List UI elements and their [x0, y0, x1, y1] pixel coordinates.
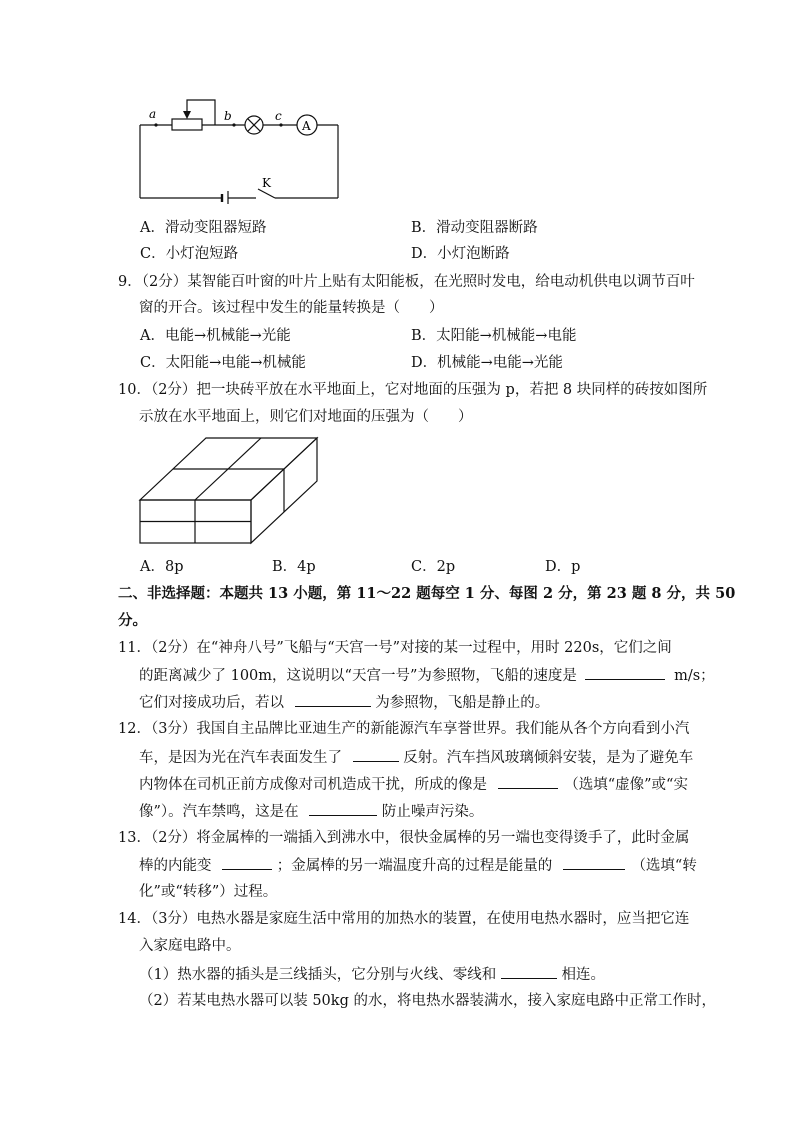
- q10-line1: 10．（2分）把一块砖平放在水平地面上，它对地面的压强为 p，若把 8 块同样的砖按如图所: [118, 382, 708, 398]
- q11-line1: 11．（2分）在“神舟八号”飞船与“天宫一号”对接的某一过程中，用时 220s，它们之间: [118, 640, 672, 656]
- q11-text: 为参照物，飞船是静止的。: [375, 695, 550, 711]
- q9-line2: 窗的开合。该过程中发生的能量转换是（ ）: [139, 300, 444, 316]
- q13-text: （选填“转: [631, 858, 697, 874]
- ammeter-label: A: [302, 119, 311, 133]
- q9-option-a: A．电能→机械能→光能: [140, 328, 291, 344]
- q14-line1: 14．（3分）电热水器是家庭生活中常用的加热水的装置，在使用电热水器时，应当把它连: [118, 911, 690, 927]
- q14-text: （1）热水器的插头是三线插头，它分别与火线、零线和: [139, 967, 497, 983]
- rheostat: [172, 119, 202, 130]
- q12-line4: [139, 801, 483, 822]
- q12-line1: 12．（3分）我国自主品牌比亚迪生产的新能源汽车享誉世界。我们能从各个方向看到小汽: [118, 721, 690, 737]
- q14-sub1: [139, 964, 605, 985]
- q10-option-d: D．p: [545, 559, 581, 575]
- circuit-diagram: [130, 92, 350, 204]
- q13-line3: 化”或“转移”）过程。: [139, 884, 278, 900]
- q13-blank-process[interactable]: [563, 855, 625, 870]
- q12-text: （选填“虚像”或“实: [564, 777, 688, 793]
- q10-option-a: A．8p: [140, 559, 184, 575]
- q11-line3: [139, 692, 549, 713]
- q11-blank-reference[interactable]: [295, 692, 371, 707]
- q11-unit: m/s；: [674, 668, 715, 684]
- switch: [258, 189, 275, 198]
- label-b: b: [224, 109, 232, 123]
- q13-text: ；金属棒的另一端温度升高的过程是能量的: [276, 858, 553, 874]
- section2-heading-line1: 二、非选择题：本题共 13 小题，第 11～22 题每空 1 分、每图 2 分，第 23 题 8 分，共 50: [118, 585, 736, 602]
- q11-text: 它们对接成功后，若以: [139, 695, 284, 711]
- q12-line2: [139, 747, 693, 768]
- q8-option-b: B．滑动变阻器断路: [411, 220, 538, 236]
- q9-line1: 9．（2分）某智能百叶窗的叶片上贴有太阳能板，在光照时发电，给电动机供电以调节百叶: [118, 274, 695, 290]
- q12-text: 车，是因为光在汽车表面发生了: [139, 750, 342, 766]
- q14-sub2: （2）若某电热水器可以装 50kg 的水，将电热水器装满水，接入家庭电路中正常工作时，: [139, 993, 716, 1009]
- q12-line3: [139, 774, 688, 795]
- q9-option-d: D．机械能→电能→光能: [411, 355, 563, 371]
- label-c: c: [275, 109, 282, 123]
- q12-text: 像”）。汽车禁鸣，这是在: [139, 804, 299, 820]
- section2-heading-line2: 分。: [118, 612, 147, 629]
- label-a: a: [149, 107, 157, 121]
- q8-option-a: A．滑动变阻器短路: [140, 220, 267, 236]
- q13-text: 棒的内能变: [139, 858, 212, 874]
- q11-blank-speed[interactable]: [585, 665, 665, 680]
- q12-blank-image[interactable]: [498, 774, 558, 789]
- q13-blank-energy[interactable]: [222, 855, 272, 870]
- q9-option-b: B．太阳能→机械能→电能: [411, 328, 577, 344]
- q12-blank-noise[interactable]: [309, 801, 377, 816]
- q8-option-c: C．小灯泡短路: [140, 246, 239, 262]
- q9-option-c: C．太阳能→电能→机械能: [140, 355, 306, 371]
- q12-text: 防止噪声污染。: [381, 804, 484, 820]
- q8-option-d: D．小灯泡断路: [411, 246, 510, 262]
- q11-text: 的距离减少了 100m，这说明以“天宫一号”为参照物，飞船的速度是: [139, 668, 577, 684]
- q13-line2: [139, 855, 697, 876]
- q10-option-b: B．4p: [272, 559, 316, 575]
- q13-line1: 13．（2分）将金属棒的一端插入到沸水中，很快金属棒的另一端也变得烫手了，此时金属: [118, 830, 690, 846]
- q11-line2: [139, 665, 715, 686]
- brick-stack-diagram: [136, 434, 322, 546]
- q14-line2: 入家庭电路中。: [139, 938, 241, 954]
- q12-blank-reflection[interactable]: [353, 747, 399, 762]
- q14-blank-ground[interactable]: [501, 964, 557, 979]
- q10-line2: 示放在水平地面上，则它们对地面的压强为（ ）: [139, 409, 473, 425]
- q12-text: 反射。汽车挡风玻璃倾斜安装，是为了避免车: [403, 750, 694, 766]
- q14-text: 相连。: [561, 967, 605, 983]
- label-k: K: [262, 176, 271, 190]
- q12-text: 内物体在司机正前方成像对司机造成干扰，所成的像是: [139, 777, 487, 793]
- q10-option-c: C．2p: [411, 559, 456, 575]
